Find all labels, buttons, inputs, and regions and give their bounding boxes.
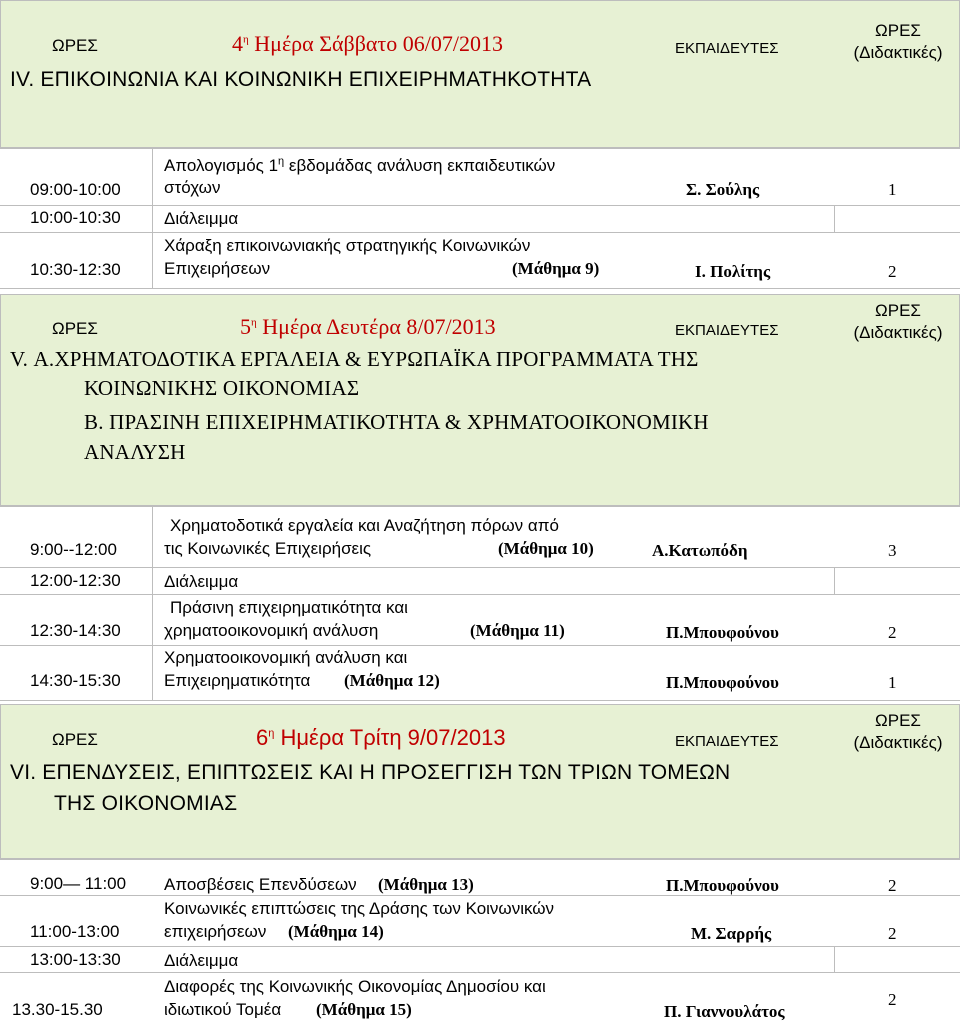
day-6-section-line-2: ΤΗΣ ΟΙΚΟΝΟΜΙΑΣ: [54, 792, 238, 815]
row-description-2: Επιχειρήσεων: [164, 259, 271, 278]
row-time: 10:30-12:30: [30, 260, 121, 279]
row-hours: 2: [888, 876, 897, 895]
row-description: Πράσινη επιχειρηματικότητα και: [170, 598, 408, 617]
row-description-2: ιδιωτικού Τομέα: [164, 1000, 282, 1019]
row-time: 14:30-15:30: [30, 671, 121, 690]
row-description-2: τις Κοινωνικές Επιχειρήσεις: [164, 539, 372, 558]
day-6-instructors-label: ΕΚΠΑΙΔΕΥΤΕΣ: [675, 733, 779, 750]
day-5-hours-col-label: ΩΡΕΣ (Διδακτικές): [853, 301, 943, 342]
row-time: 13.30-15.30: [12, 1000, 103, 1019]
row-instructor: Ι. Πολίτης: [695, 262, 771, 281]
row-instructor: Π.Μπουφούνου: [666, 673, 780, 692]
row-hours: 2: [888, 990, 897, 1009]
day-5-section-line-1: V. Α.ΧΡΗΜΑΤΟΔΟΤΙΚΑ ΕΡΓΑΛΕΙΑ & ΕΥΡΩΠΑΪΚΑ ΠΡΟΓΡΑΜΜΑΤΑ ΤΗΣ: [10, 347, 699, 371]
day-6-hours-label: ΩΡΕΣ: [52, 730, 98, 749]
row-lesson: (Μάθημα 10): [498, 539, 594, 558]
row-description-2: χρηματοοικονομική ανάλυση: [164, 621, 379, 640]
row-hours: 2: [888, 262, 897, 281]
day-4-hours-col-label: ΩΡΕΣ (Διδακτικές): [853, 21, 943, 62]
row-lesson: (Μάθημα 11): [470, 621, 565, 640]
day-5-section-line-3: Β. ΠΡΑΣΙΝΗ ΕΠΙΧΕΙΡΗΜΑΤΙΚΟΤΗΤΑ & ΧΡΗΜΑΤΟΟΙΚΟΝΟΜΙΚΗ: [84, 410, 709, 434]
row-description: Αποσβέσεις Επενδύσεων: [164, 875, 357, 894]
row-hours: 1: [888, 673, 897, 692]
day-5-title: $5^\eta$ Ημέρα Δευτέρα 8/07/2013: [240, 314, 496, 339]
row-description: Απολογισμός $1^\eta$ εβδομάδας ανάλυση εκπαιδευτικών: [164, 155, 556, 175]
row-lesson: (Μάθημα 9): [512, 259, 600, 278]
row-description: Διάλειμμα: [164, 951, 239, 970]
day-6-title: $6^\eta$ Ημέρα Τρίτη 9/07/2013: [256, 725, 506, 750]
row-lesson: (Μάθημα 14): [288, 922, 384, 941]
row-lesson: (Μάθημα 15): [316, 1000, 412, 1019]
row-description: Διάλειμμα: [164, 209, 239, 228]
row-description: Διαφορές της Κοινωνικής Οικονομίας Δημοσίου και: [164, 977, 546, 996]
row-description: Κοινωνικές επιπτώσεις της Δράσης των Κοινωνικών: [164, 899, 555, 918]
row-hours: 2: [888, 924, 897, 943]
row-description: Διάλειμμα: [164, 572, 239, 591]
row-time: 12:00-12:30: [30, 571, 121, 590]
row-description: Χρηματοοικονομική ανάλυση και: [164, 648, 408, 667]
row-description-2: στόχων: [164, 178, 221, 197]
row-hours: 1: [888, 180, 897, 199]
row-time: 11:00-13:00: [30, 922, 120, 941]
row-hours: 3: [888, 541, 897, 560]
row-instructor: Π.Μπουφούνου: [666, 876, 780, 895]
row-lesson: (Μάθημα 13): [378, 875, 474, 894]
row-instructor: Μ. Σαρρής: [691, 924, 772, 943]
row-time: 12:30-14:30: [30, 621, 121, 640]
row-description: Χάραξη επικοινωνιακής στρατηγικής Κοινωνικών: [164, 236, 531, 255]
row-instructor: Π. Γιαννουλάτος: [664, 1002, 785, 1021]
day-4-hours-label: ΩΡΕΣ: [52, 36, 98, 55]
day-5-section-line-4: ΑΝΑΛΥΣΗ: [84, 440, 186, 464]
row-instructor: Α.Κατωπόδη: [652, 541, 748, 560]
day-5-hours-label: ΩΡΕΣ: [52, 319, 98, 338]
row-instructor: Σ. Σούλης: [686, 180, 760, 199]
day-5-section-line-2: ΚΟΙΝΩΝΙΚΗΣ ΟΙΚΟΝΟΜΙΑΣ: [84, 376, 360, 400]
row-lesson: (Μάθημα 12): [344, 671, 440, 690]
day-4-section-title: IV. ΕΠΙΚΟΙΝΩΝΙΑ ΚΑΙ ΚΟΙΝΩΝΙΚΗ ΕΠΙΧΕΙΡΗΜΑΤΗΚΟΤΗΤΑ: [10, 68, 592, 91]
day-4-title: $4^\eta$ Ημέρα Σάββατο 06/07/2013: [232, 31, 504, 56]
row-time: 13:00-13:30: [30, 950, 121, 969]
row-hours: 2: [888, 623, 897, 642]
row-time: 9:00— 11:00: [30, 874, 127, 893]
day-6-section-line-1: VI. ΕΠΕΝΔΥΣΕΙΣ, ΕΠΙΠΤΩΣΕΙΣ ΚΑΙ Η ΠΡΟΣΕΓΓΙΣΗ ΤΩΝ ΤΡΙΩΝ ΤΟΜΕΩΝ: [10, 761, 731, 784]
row-description: Χρηματοδοτικά εργαλεία και Αναζήτηση πόρων από: [170, 516, 559, 535]
day-4-instructors-label: ΕΚΠΑΙΔΕΥΤΕΣ: [675, 40, 779, 57]
row-instructor: Π.Μπουφούνου: [666, 623, 780, 642]
row-description-2: Επιχειρηματικότητα: [164, 671, 311, 690]
row-description-2: επιχειρήσεων: [164, 922, 267, 941]
day-6-hours-col-label: ΩΡΕΣ (Διδακτικές): [853, 711, 943, 752]
row-time: 10:00-10:30: [30, 208, 121, 227]
row-time: 09:00-10:00: [30, 180, 121, 199]
day-5-instructors-label: ΕΚΠΑΙΔΕΥΤΕΣ: [675, 322, 779, 339]
row-time: 9:00--12:00: [30, 540, 117, 559]
